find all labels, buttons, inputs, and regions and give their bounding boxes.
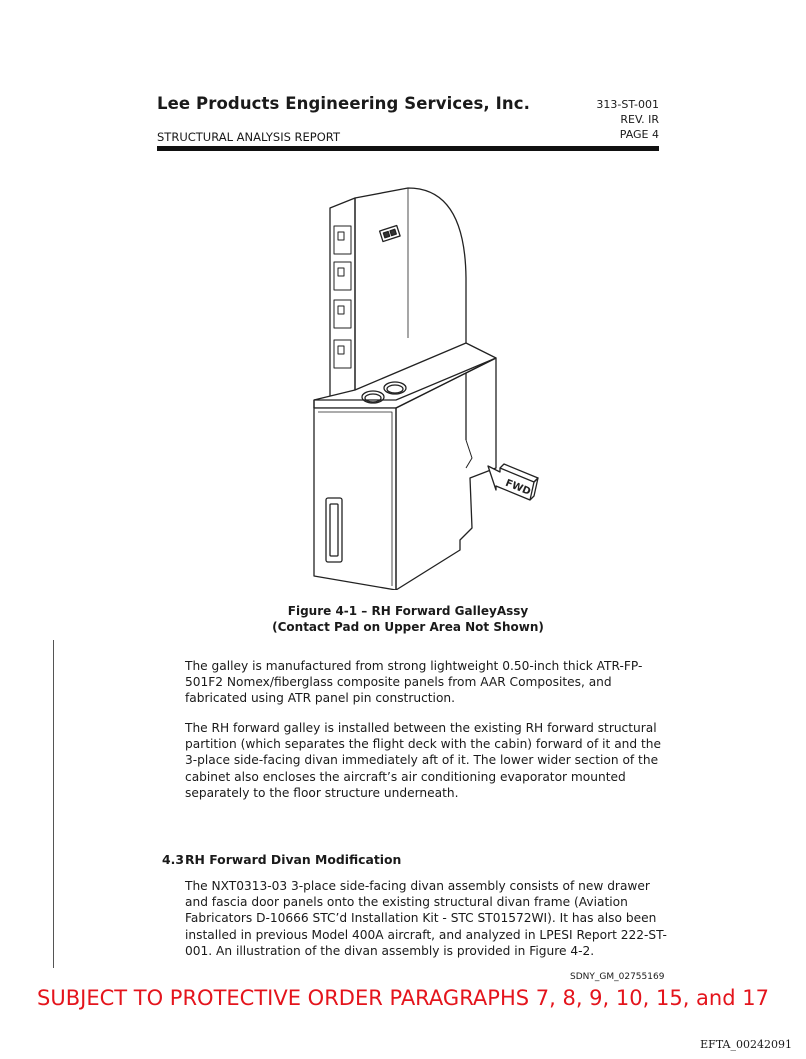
figure-caption-note: (Contact Pad on Upper Area Not Shown)	[272, 620, 544, 634]
body-paragraph: The NXT0313-03 3-place side-facing divan assembly consists of new drawer and fascia door panels onto the existing structural divan frame (Aviation Fabricators D-10666 STC’d Installation Kit - STC ST01572WI). It has also been installed in previous Model 400A aircraft, and analyzed in LPESI Report 222-ST-001. An illustration of the divan assembly is provided in Figure 4-2.	[185, 879, 667, 958]
report-type: STRUCTURAL ANALYSIS REPORT	[157, 130, 340, 144]
section-title: RH Forward Divan Modification	[185, 852, 402, 867]
page-number: PAGE 4	[619, 128, 659, 141]
galley-illustration	[300, 168, 540, 590]
efta-number: EFTA_00242091	[700, 1038, 792, 1051]
section-heading	[162, 852, 401, 867]
document-info	[596, 97, 659, 142]
fwd-arrow-label: FWD	[503, 477, 533, 498]
margin-revision-bar	[53, 640, 54, 968]
body-paragraph: The RH forward galley is installed between the existing RH forward structural partition (which separates the flight deck with the cabin) forward of it and the 3-place side-facing divan immediately aft of it. The lower wider section of the cabinet also encloses the aircraft’s air conditioning evaporator mounted separately to the floor structure underneath.	[185, 721, 661, 800]
company-name: Lee Products Engineering Services, Inc.	[157, 94, 530, 113]
figure-caption-title: Figure 4-1 – RH Forward GalleyAssy	[287, 604, 529, 618]
header-rule	[157, 146, 659, 151]
document-number: 313-ST-001	[596, 98, 659, 111]
galley-placard	[380, 226, 401, 242]
body-paragraph: The galley is manufactured from strong lightweight 0.50-inch thick ATR-FP-501F2 Nomex/fiberglass composite panels from AAR Composites, and fabricated using ATR panel pin construction.	[185, 659, 643, 706]
section-number: 4.3	[162, 852, 184, 867]
bates-number: SDNY_GM_02755169	[570, 972, 665, 982]
revision: REV. IR	[620, 113, 659, 126]
protective-order-stamp: SUBJECT TO PROTECTIVE ORDER PARAGRAPHS 7, 8, 9, 10, 15, and 17	[37, 986, 769, 1010]
